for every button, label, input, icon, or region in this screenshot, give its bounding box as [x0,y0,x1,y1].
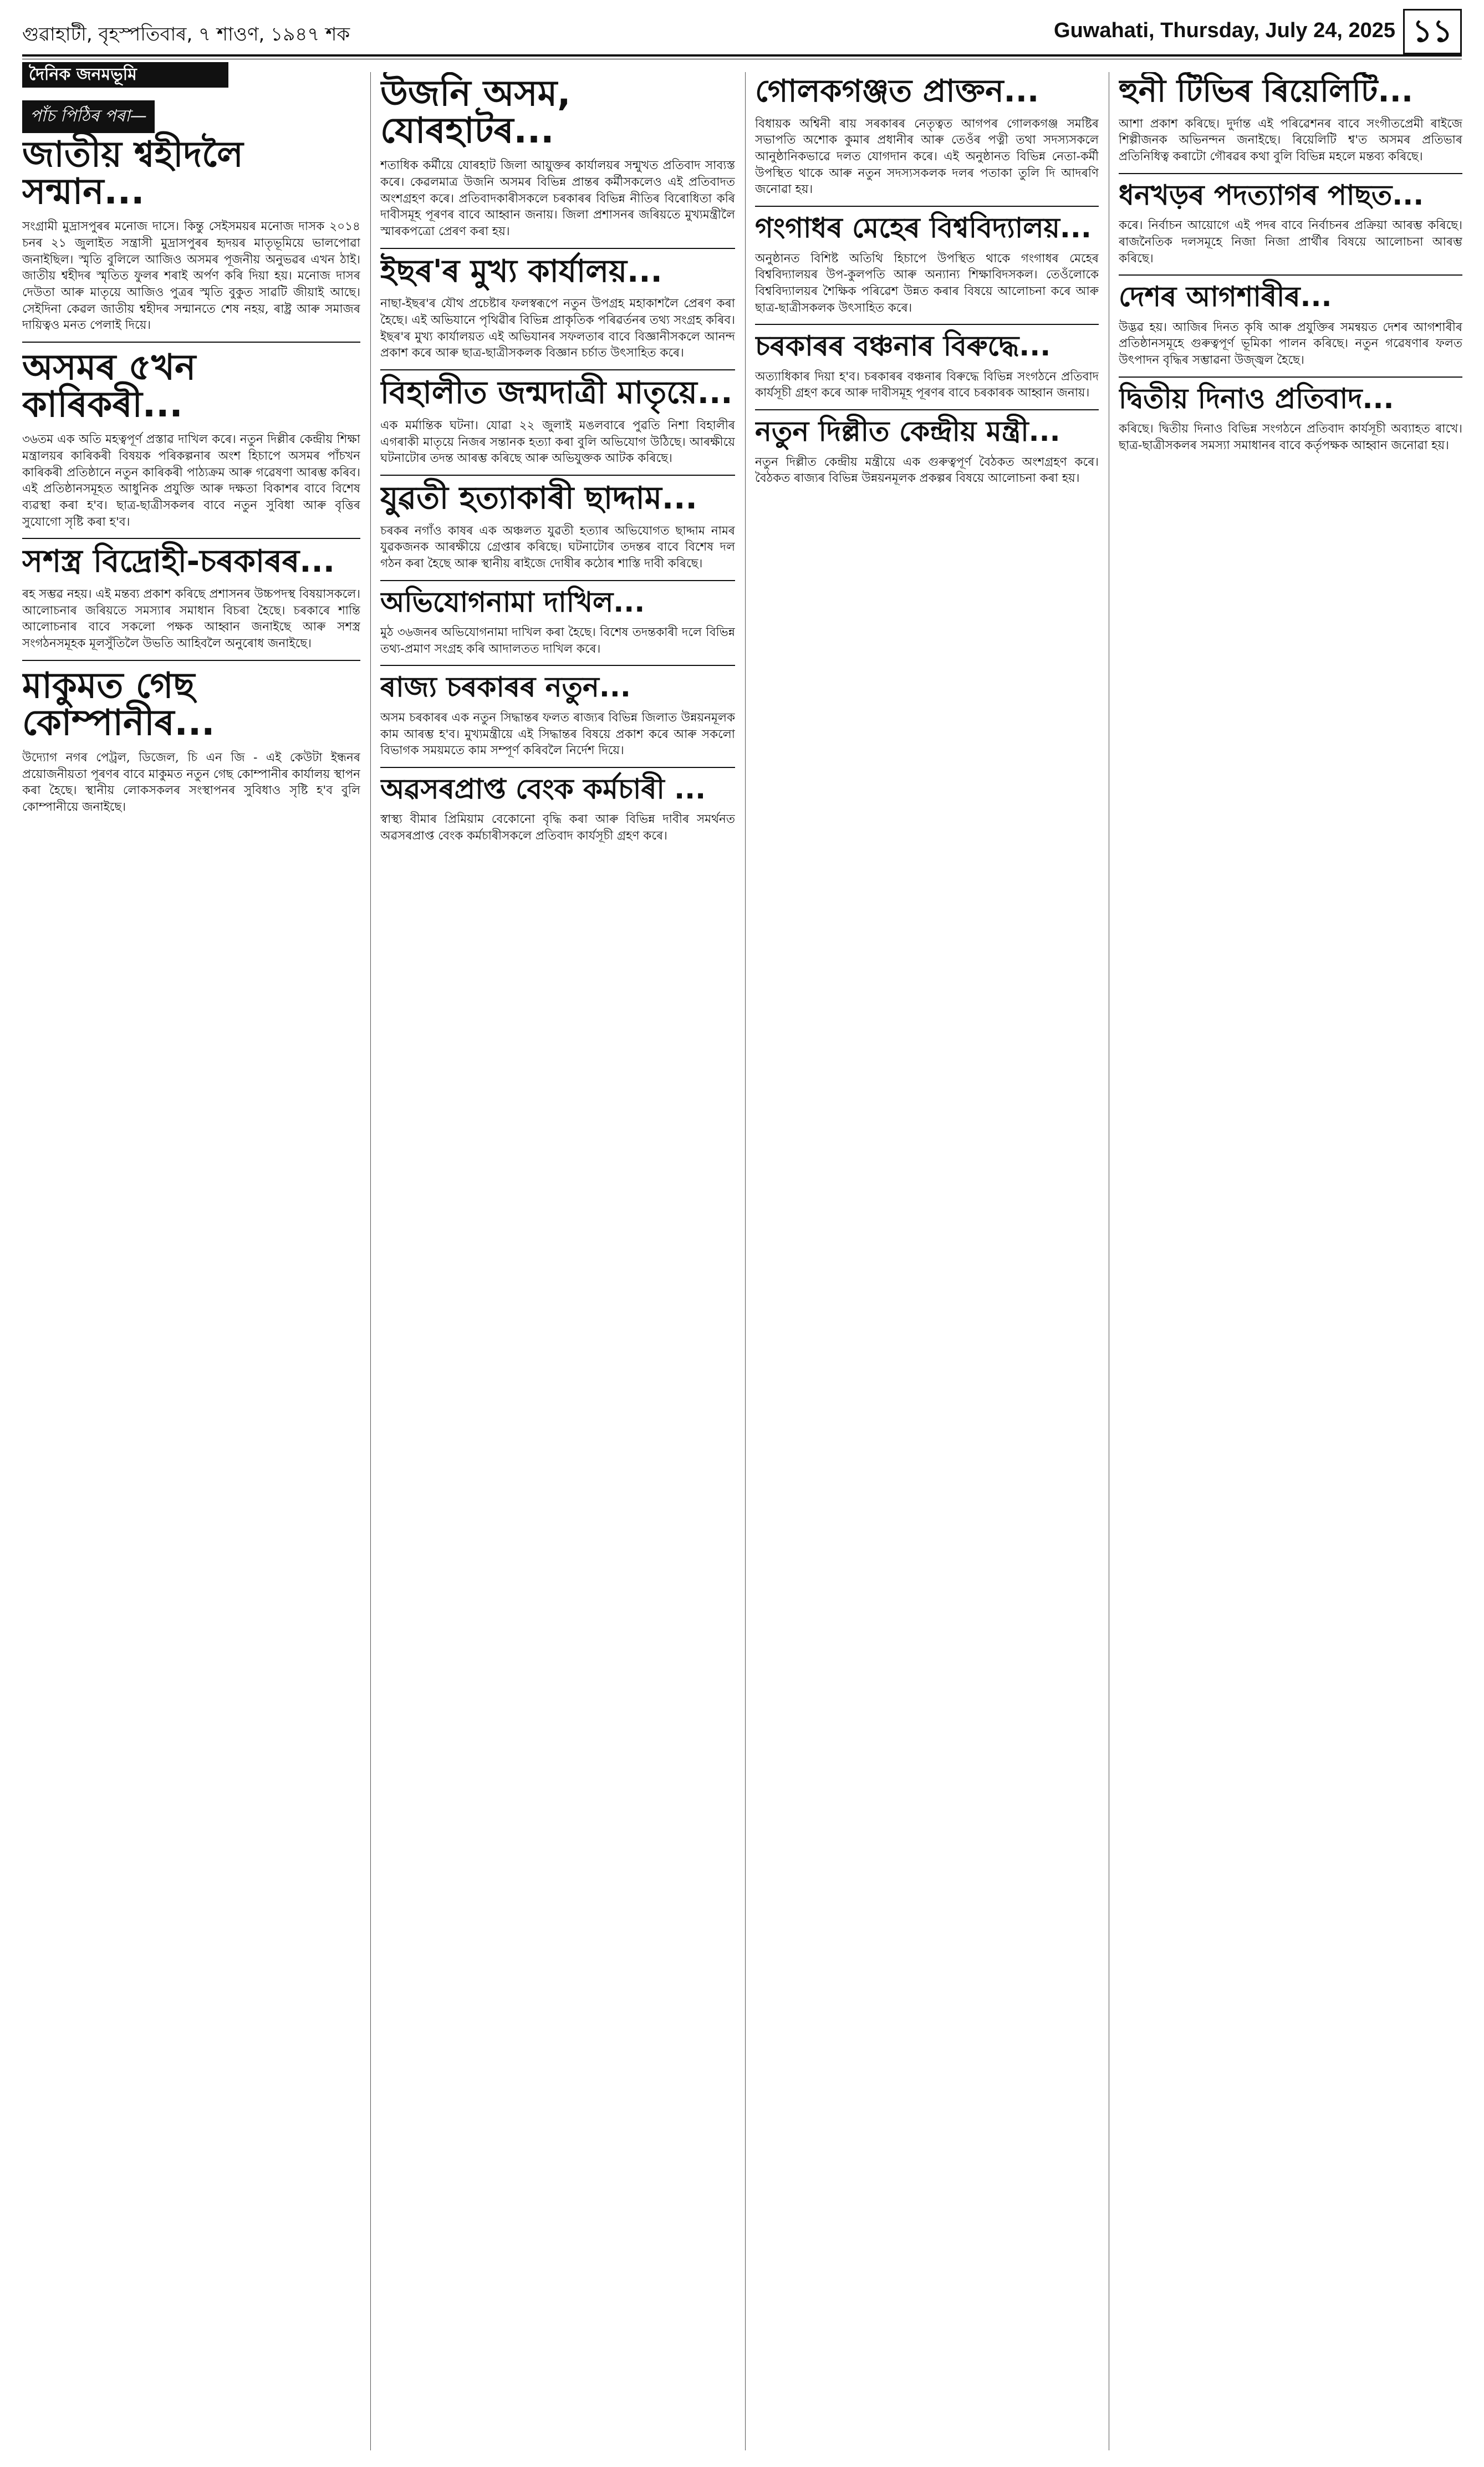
divider [755,324,1099,325]
article-13-headline: গংগাধৰ মেহেৰ বিশ্ববিদ্যালয়... [755,212,1092,245]
article-13-body: অনুষ্ঠানত বিশিষ্ট অতিথি হিচাপে উপস্থিত থাকে গংগাধৰ মেহেৰ বিশ্ববিদ্যালয়ৰ উপ-কুলপতি আৰু অন্যান্য শিক্ষাবিদসকল। তেওঁলোকে বিশ্ববিদ্যালয়ৰ শৈক্ষিক পৰিৱেশ উন্নত কৰাৰ বিষয়ে আলোচনা কৰে আৰু ছাত্ৰ-ছাত্ৰীসকলক উৎসাহিত কৰে। [755,251,1099,315]
article-5-headline: উজনি অসম, যোৰহাটৰ... [380,73,571,152]
article-6-headline: ইছৰ'ৰ মুখ্য কাৰ্যালয়... [380,253,662,289]
article-9-headline: অভিযোগনামা দাখিল... [380,586,645,618]
article-11-body: স্বাস্থ্য বীমাৰ প্ৰিমিয়াম বেকোনো বৃদ্ধি কৰা আৰু বিভিন্ন দাবীৰ সমৰ্থনত অৱসৰপ্ৰাপ্ত বেংক কৰ্মচাৰীসকলে প্ৰতিবাদ কাৰ্যসূচী গ্ৰহণ কৰে। [380,812,735,843]
divider [22,342,360,343]
divider [755,206,1099,207]
article-1-headline: জাতীয় শ্বহীদলৈ সন্মান... [22,134,243,213]
masthead-rule [22,54,1462,57]
article-17-headline: ধনখড়ৰ পদত্যাগৰ পাছত... [1119,179,1424,211]
masthead-date-english: Guwahati, Thursday, July 24, 2025 [1054,19,1395,42]
divider [380,475,735,476]
article-9-body: মুঠ ৩৬জনৰ অভিযোগনামা দাখিল কৰা হৈছে। বিশেষ তদন্তকাৰী দলে বিভিন্ন তথ্য-প্ৰমাণ সংগ্ৰহ কৰি আদালতত দাখিল কৰে। [380,625,735,656]
divider [380,767,735,768]
masthead [22,12,1462,51]
article-15-body: নতুন দিল্লীত কেন্দ্ৰীয় মন্ত্ৰীয়ে এক গুৰুত্বপূৰ্ণ বৈঠকত অংশগ্ৰহণ কৰে। বৈঠকত ৰাজ্যৰ বিভিন্ন উন্নয়নমূলক প্ৰকল্পৰ বিষয়ে আলোচনা কৰা হয়। [755,455,1099,486]
page-number: ১১ [1403,9,1462,54]
column-2 [380,72,735,850]
column-separator [745,72,746,2450]
divider [380,665,735,666]
article-4-body: উদ্যোগ নগৰ পেট্ৰল, ডিজেল, চি এন জি - এই কেউটা ইন্ধনৰ প্ৰয়োজনীয়তা পূৰণৰ বাবে মাকুমত নতুন গেছ কোম্পানীৰ কাৰ্যালয় স্থাপন কৰা হৈছে। স্থানীয় লোকসকলৰ সংস্থাপনৰ সুবিধাও সৃষ্টি হ'ব বুলি কোম্পানীয়ে জনাইছে। [22,751,360,815]
newspaper-brand: দৈনিক জনমভূমি [22,62,228,88]
article-7-headline: বিহালীত জন্মদাত্ৰী মাতৃয়ে... [380,375,733,411]
divider [1119,274,1462,276]
article-17-body: কৰে। নিৰ্বাচন আয়োগে এই পদৰ বাবে নিৰ্বাচনৰ প্ৰক্ৰিয়া আৰম্ভ কৰিছে। ৰাজনৈতিক দলসমূহে নিজা নিজা প্ৰাৰ্থীৰ বিষয়ে আলোচনা আৰম্ভ কৰিছে। [1119,218,1462,266]
article-6-body: নাছা-ইছৰ'ৰ যৌথ প্ৰচেষ্টাৰ ফলস্বৰূপে নতুন উপগ্ৰহ মহাকাশলৈ প্ৰেৰণ কৰা হৈছে। এই অভিযানে পৃথিৱীৰ বিভিন্ন প্ৰাকৃতিক পৰিৱৰ্তনৰ তথ্য সংগ্ৰহ কৰিব। ইছৰ'ৰ মুখ্য কাৰ্যালয়ত এই অভিযানৰ সফলতাৰ বাবে বিজ্ঞানীসকলে আনন্দ প্ৰকাশ কৰে আৰু ছাত্ৰ-ছাত্ৰীসকলক বিজ্ঞান চৰ্চাত উৎসাহিত কৰে। [380,297,735,360]
article-11-headline: অৱসৰপ্ৰাপ্ত বেংক কৰ্মচাৰী ... [380,772,706,805]
column-separator [370,72,371,2450]
article-12-headline: গোলকগঞ্জত প্ৰাক্তন... [755,73,1039,109]
article-7-body: এক মৰ্মান্তিক ঘটনা। যোৱা ২২ জুলাই মঙলবাৰে পুৱতি নিশা বিহালীৰ এগৰাকী মাতৃয়ে নিজৰ সন্তানক হত্যা কৰা বুলি অভিযোগ উঠিছে। আৰক্ষীয়ে ঘটনাটোৰ তদন্ত আৰম্ভ কৰিছে আৰু অভিযুক্তক আটক কৰিছে। [380,418,735,466]
article-16-body: আশা প্ৰকাশ কৰিছে। দুৰ্দান্ত এই পৰিৱেশনৰ বাবে সংগীতপ্ৰেমী ৰাইজে শিল্পীজনক অভিনন্দন জনাইছে। ৰিয়েলিটি শ্ব'ত অসমৰ প্ৰতিভাৰ প্ৰতিনিধিত্ব কৰাটো গৌৰৱৰ কথা বুলি বিভিন্ন মহলে মন্তব্য কৰিছে। [1119,116,1462,164]
divider [380,580,735,581]
article-3-body: ৰহ সম্ভৱ নহয়। এই মন্তব্য প্ৰকাশ কৰিছে প্ৰশাসনৰ উচ্চপদস্থ বিষয়াসকলে। আলোচনাৰ জৰিয়তে সমস্যাৰ সমাধান বিচৰা হৈছে। চৰকাৰে শান্তি আলোচনাৰ বাবে সকলো পক্ষক আহ্বান জনাইছে আৰু সশস্ত্ৰ সংগঠনসমূহক মূলসুঁতিলৈ উভতি আহিবলৈ অনুৰোধ জনাইছে। [22,587,360,651]
divider [380,369,735,370]
article-2-body: ৩৬তম এক অতি মহত্বপূৰ্ণ প্ৰস্তাৱ দাখিল কৰে। নতুন দিল্লীৰ কেন্দ্ৰীয় শিক্ষা মন্ত্ৰালয়ৰ কাৰিকৰী বিষয়ক পৰিকল্পনাৰ অংশ হিচাপে অসমৰ পাঁচখন কাৰিকৰী প্ৰতিষ্ঠানে নতুন কাৰিকৰী পাঠ্যক্ৰম আৰু গৱেষণা আৰম্ভ কৰিব। এই প্ৰতিষ্ঠানসমূহত আধুনিক প্ৰযুক্তি আৰু দক্ষতা বিকাশৰ বাবে বিশেষ ব্যৱস্থা কৰা হ'ব। ছাত্ৰ-ছাত্ৰীসকলৰ বাবে নতুন সুবিধা আৰু বৃত্তিৰ সুযোগো সৃষ্টি কৰা হ'ব। [22,433,360,529]
article-16-headline: হুনী টিভিৰ ৰিয়েলিটি... [1119,73,1414,109]
divider [1119,377,1462,378]
article-1-body: সংগ্ৰামী মুদ্ৰাসপুৰৰ মনোজ দাসে। কিন্তু সেইসময়ৰ মনোজ দাসক ২০১৪ চনৰ ২১ জুলাইত সন্ত্ৰাসী মুদ্ৰাসপুৰৰ হৃদয়ৰ মাতৃভূমিয়ে ভালপোৱা জনাইছিল। স্মৃতি বুলিলে আজিও অসমৰ পূজনীয় অনুভৱৰ এখন ঠাই। জাতীয় শ্বহীদৰ স্মৃতিত ফুলৰ শৰাই অৰ্পণ কৰি দিয়া হয়। মনোজ দাসৰ দেউতা আৰু মাতৃয়ে আজিও পুত্ৰৰ স্মৃতি বুকুত সাৱটি জীয়াই আছে। সেইদিনা কেৱল জাতীয় শ্বহীদৰ সন্মানতে শেষ নহয়, ৰাষ্ট্ৰ আৰু সমাজৰ দায়িত্বও মনত পেলাই দিয়ে। [22,220,360,333]
divider [22,538,360,539]
column-4 [1119,72,1462,460]
article-3-headline: সশস্ত্ৰ বিদ্ৰোহী-চৰকাৰৰ... [22,543,335,580]
article-4-headline: মাকুমত গেছ কোম্পানীৰ... [22,665,215,744]
article-2-headline: অসমৰ ৫খন কাৰিকৰী... [22,347,196,426]
article-18-body: উদ্ভৱ হয়। আজিৰ দিনত কৃষি আৰু প্ৰযুক্তিৰ সমন্বয়ত দেশৰ আগশাৰীৰ প্ৰতিষ্ঠানসমূহে গুৰুত্বপূৰ্ণ ভূমিকা পালন কৰিছে। নতুন গৱেষণাৰ ফলত উৎপাদন বৃদ্ধিৰ সম্ভাৱনা উজ্জ্বল হৈছে। [1119,320,1462,368]
article-15-headline: নতুন দিল্লীত কেন্দ্ৰীয় মন্ত্ৰী... [755,415,1060,448]
article-12-body: বিধায়ক অশ্বিনী ৰায় সৰকাৰৰ নেতৃত্বত আগপৰ গোলকগঞ্জ সমষ্টিৰ সভাপতি অশোক কুমাৰ প্ৰধানীৰ আৰু তেওঁৰ পত্নী তথা সদস্যসকলে আনুষ্ঠানিকভাৱে দলত যোগদান কৰে। এই অনুষ্ঠানত বিভিন্ন নেতা-কৰ্মী উপস্থিত থাকে আৰু নতুন সদস্যসকলক দলৰ পতাকা তুলি দি আদৰণি জনোৱা হয়। [755,116,1099,197]
article-5-body: শতাধিক কৰ্মীয়ে যোৰহাট জিলা আয়ুক্তৰ কাৰ্যালয়ৰ সন্মুখত প্ৰতিবাদ সাব্যস্ত কৰে। কেৱলমাত্ৰ উজনি অসমৰ বিভিন্ন প্ৰান্তৰ কৰ্মীসকলেও এই প্ৰতিবাদত অংশগ্ৰহণ কৰে। প্ৰতিবাদকাৰীসকলে চৰকাৰৰ বিভিন্ন নীতিৰ বিৰোধিতা কৰি দাবীসমূহ পূৰণৰ বাবে আহ্বান জনায়। জিলা প্ৰশাসনৰ জৰিয়তে মুখ্যমন্ত্ৰীলৈ স্মাৰকপত্ৰো প্ৰেৰণ কৰা হয়। [380,159,735,238]
divider [380,248,735,249]
article-10-headline: ৰাজ্য চৰকাৰৰ নতুন... [380,671,631,704]
divider [1119,173,1462,174]
article-18-headline: দেশৰ আগশাৰীৰ... [1119,281,1332,313]
article-14-body: অত্যাধিকাৰ দিয়া হ'ব। চৰকাৰৰ বঞ্চনাৰ বিৰুদ্ধে বিভিন্ন সংগঠনে প্ৰতিবাদ কাৰ্যসূচী গ্ৰহণ কৰে আৰু দাবীসমূহ পূৰণৰ বাবে চৰকাৰক আহ্বান জনায়। [755,369,1099,400]
article-8-body: চৰকৰ নগাঁও কাষৰ এক অঞ্চলত যুৱতী হত্যাৰ অভিযোগত ছাদ্দাম নামৰ যুৱকজনক আৰক্ষীয়ে গ্ৰেপ্তাৰ কৰিছে। ঘটনাটোৰ তদন্তৰ বাবে বিশেষ দল গঠন কৰা হৈছে আৰু স্থানীয় ৰাইজে দোষীৰ কঠোৰ শাস্তি দাবী কৰিছে। [380,523,735,571]
masthead-date-assamese: গুৱাহাটী, বৃহস্পতিবাৰ, ৭ শাওণ, ১৯৪৭ শক [22,23,350,45]
column-3 [755,72,1099,492]
continued-from-tag: পাঁচ পিঠিৰ পৰা— [22,100,155,133]
divider [755,409,1099,410]
article-10-body: অসম চৰকাৰৰ এক নতুন সিদ্ধান্তৰ ফলত ৰাজ্যৰ বিভিন্ন জিলাত উন্নয়নমূলক কাম আৰম্ভ হ'ব। মুখ্যমন্ত্ৰীয়ে এই সিদ্ধান্তৰ বিষয়ে প্ৰকাশ কৰে আৰু সকলো বিভাগক সময়মতে কাম সম্পূৰ্ণ কৰিবলৈ নিৰ্দেশ দিয়ে। [380,710,735,758]
divider [22,660,360,661]
column-1 [22,97,360,821]
article-8-headline: যুৱতী হত্যাকাৰী ছাদ্দাম... [380,480,697,516]
article-19-body: কৰিছে। দ্বিতীয় দিনাও বিভিন্ন সংগঠনে প্ৰতিবাদ কাৰ্যসূচী অব্যাহত ৰাখে। ছাত্ৰ-ছাত্ৰীসকলৰ সমস্যা সমাধানৰ বাবে কৰ্তৃপক্ষক আহ্বান জনোৱা হয়। [1119,422,1462,452]
article-14-headline: চৰকাৰৰ বঞ্চনাৰ বিৰুদ্ধে... [755,330,1051,363]
article-19-headline: দ্বিতীয় দিনাও প্ৰতিবাদ... [1119,382,1394,415]
